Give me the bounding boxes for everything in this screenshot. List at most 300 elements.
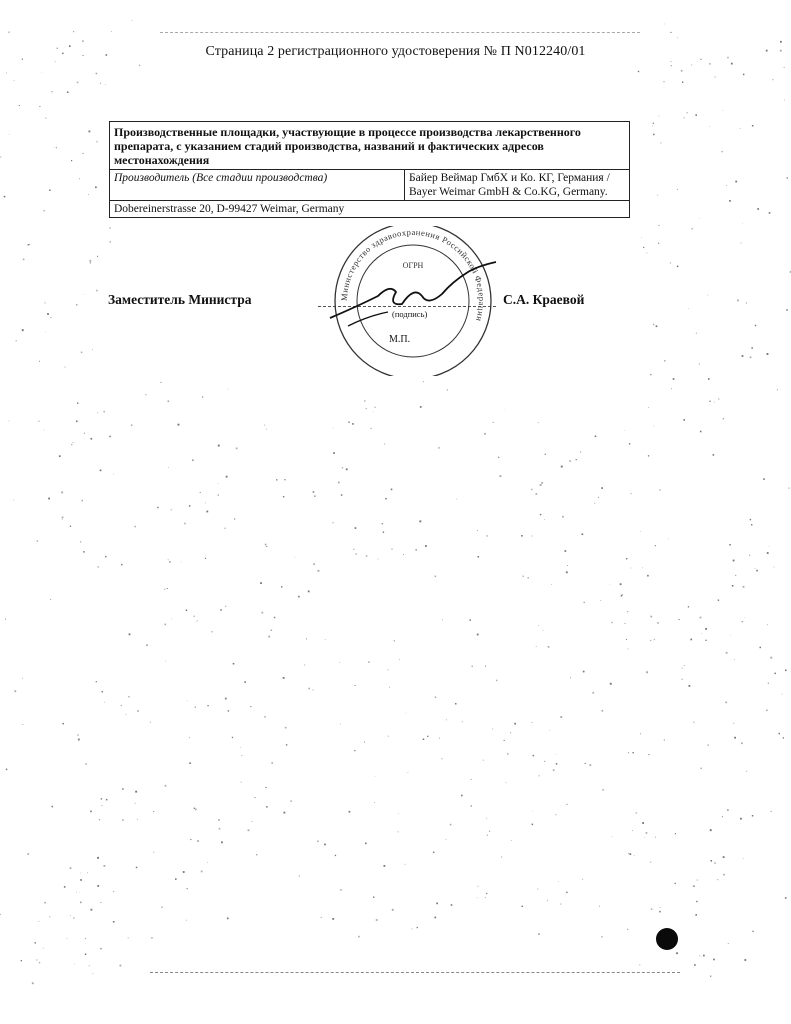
scan-speck xyxy=(752,931,753,932)
scan-speck xyxy=(751,347,753,349)
scan-speck xyxy=(355,685,356,686)
scan-speck xyxy=(657,195,658,196)
scan-speck xyxy=(80,902,82,904)
scan-speck xyxy=(6,73,7,74)
scan-speck xyxy=(70,526,71,527)
scan-speck xyxy=(631,493,632,494)
scan-speck xyxy=(630,568,631,569)
scan-speck xyxy=(137,819,138,820)
scan-speck xyxy=(76,421,78,423)
scan-speck xyxy=(567,565,568,566)
scan-speck xyxy=(603,789,604,790)
scan-speck xyxy=(19,105,20,106)
scan-speck xyxy=(499,475,501,477)
scan-speck xyxy=(658,225,659,226)
scan-speck xyxy=(633,752,634,753)
scan-speck xyxy=(101,798,102,799)
scan-speck xyxy=(626,639,627,640)
scan-speck xyxy=(601,487,603,489)
scan-speck xyxy=(89,131,91,133)
scan-speck xyxy=(658,243,659,244)
scan-speck xyxy=(28,244,29,245)
scan-speck xyxy=(105,84,106,85)
scan-speck xyxy=(304,665,305,666)
scan-speck xyxy=(408,772,409,773)
scan-speck xyxy=(757,208,759,210)
scan-speck xyxy=(741,243,742,244)
scan-speck xyxy=(35,942,36,943)
scan-speck xyxy=(710,829,712,831)
scan-speck xyxy=(48,498,50,500)
scan-speck xyxy=(145,394,146,395)
scan-speck xyxy=(634,855,635,856)
scan-speck xyxy=(533,811,534,812)
scan-speck xyxy=(71,160,72,161)
scan-speck xyxy=(70,867,72,869)
scan-speck xyxy=(375,407,376,408)
scan-speck xyxy=(700,617,702,619)
scan-speck xyxy=(553,769,555,771)
scan-speck xyxy=(339,662,340,663)
scan-speck xyxy=(264,425,265,426)
scan-speck xyxy=(548,646,550,648)
scan-speck xyxy=(650,374,651,375)
scan-speck xyxy=(22,678,23,679)
scan-speck xyxy=(165,785,167,787)
scan-speck xyxy=(276,479,277,480)
scan-speck xyxy=(168,559,169,560)
scan-speck xyxy=(62,723,64,725)
scan-speck xyxy=(44,902,46,904)
scan-speck xyxy=(5,619,6,620)
scan-speck xyxy=(164,589,165,590)
scan-speck xyxy=(693,885,695,887)
scan-speck xyxy=(333,428,334,429)
scan-speck xyxy=(446,839,447,840)
table-title: Производственные площадки, участвующие в процессе производства лекарственного препарата, с указанием стадий производства, названий и фактических адресов местонахождения xyxy=(110,122,630,170)
scan-speck xyxy=(132,20,133,21)
scan-speck xyxy=(73,31,74,32)
scan-speck xyxy=(106,799,108,801)
scan-speck xyxy=(65,367,66,368)
scan-speck xyxy=(399,659,400,660)
scan-speck xyxy=(153,811,154,812)
scan-speck xyxy=(80,892,81,893)
scan-speck xyxy=(523,576,524,577)
scan-speck xyxy=(752,125,754,127)
scan-speck xyxy=(600,600,601,601)
scan-speck xyxy=(723,110,724,111)
scan-speck xyxy=(709,126,710,127)
scan-speck xyxy=(561,466,563,468)
scan-speck xyxy=(647,575,649,577)
scan-speck xyxy=(79,178,80,179)
scan-speck xyxy=(648,407,649,408)
scan-speck xyxy=(200,492,201,493)
scan-speck xyxy=(44,210,45,211)
scan-speck xyxy=(729,544,731,546)
scan-speck xyxy=(248,829,250,831)
scan-speck xyxy=(97,256,98,257)
scan-speck xyxy=(659,911,661,913)
scan-speck xyxy=(682,82,683,83)
scan-speck xyxy=(642,568,643,569)
scan-speck xyxy=(441,758,442,759)
scan-speck xyxy=(485,666,486,667)
scan-speck xyxy=(388,669,389,670)
scan-speck xyxy=(255,797,256,798)
scan-speck xyxy=(755,568,756,569)
scan-speck xyxy=(374,802,375,803)
scan-speck xyxy=(787,177,788,178)
scan-speck xyxy=(324,844,326,846)
scan-speck xyxy=(472,666,473,667)
scan-speck xyxy=(86,763,87,764)
scan-speck xyxy=(621,595,623,597)
scan-speck xyxy=(456,499,457,500)
scan-speck xyxy=(558,881,559,882)
scan-speck xyxy=(675,883,676,884)
scan-speck xyxy=(341,494,342,495)
scan-speck xyxy=(779,733,781,735)
scan-speck xyxy=(16,340,17,341)
scan-speck xyxy=(423,739,425,741)
scan-speck xyxy=(677,266,679,268)
scan-speck xyxy=(175,878,177,880)
scan-speck xyxy=(242,755,243,756)
scan-speck xyxy=(356,553,357,554)
scan-speck xyxy=(771,811,772,812)
scan-speck xyxy=(653,134,655,136)
scan-speck xyxy=(13,500,14,501)
scan-speck xyxy=(733,560,735,562)
scan-speck xyxy=(281,586,282,587)
scan-speck xyxy=(599,906,600,907)
scan-speck xyxy=(67,938,68,939)
scan-speck xyxy=(501,857,502,858)
scan-speck xyxy=(684,117,685,118)
scan-speck xyxy=(388,736,389,737)
scan-speck xyxy=(670,32,671,33)
scan-speck xyxy=(734,737,736,739)
scan-speck xyxy=(493,422,494,423)
scan-speck xyxy=(103,411,105,413)
scan-speck xyxy=(161,907,162,908)
scan-speck xyxy=(679,619,680,620)
scan-speck xyxy=(364,400,365,401)
scan-speck xyxy=(700,431,702,433)
scan-speck xyxy=(545,454,546,455)
scan-speck xyxy=(32,982,34,984)
scan-speck xyxy=(244,681,246,683)
scan-speck xyxy=(178,424,180,426)
scan-speck xyxy=(664,360,666,362)
scan-speck xyxy=(9,134,10,135)
scan-speck xyxy=(84,433,85,434)
scan-speck xyxy=(271,630,273,632)
scan-speck xyxy=(240,747,241,748)
scan-speck xyxy=(151,937,153,939)
scan-speck xyxy=(392,909,394,911)
scan-speck xyxy=(668,539,669,540)
scan-speck xyxy=(536,646,537,647)
scan-speck xyxy=(95,186,97,188)
scan-speck xyxy=(528,577,529,578)
scan-speck xyxy=(113,891,114,892)
scan-speck xyxy=(576,459,577,460)
scan-speck xyxy=(692,228,693,229)
scan-speck xyxy=(85,938,86,939)
scan-speck xyxy=(653,324,654,325)
scan-speck xyxy=(89,260,91,262)
scan-speck xyxy=(506,782,507,783)
scan-speck xyxy=(56,147,57,148)
scan-speck xyxy=(737,300,739,302)
scan-speck xyxy=(717,879,718,880)
scan-speck xyxy=(64,886,66,888)
scan-speck xyxy=(187,888,188,889)
scan-speck xyxy=(462,721,463,722)
scan-speck xyxy=(218,495,219,496)
scan-speck xyxy=(531,489,532,490)
scan-speck xyxy=(355,527,357,529)
scan-speck xyxy=(109,436,111,438)
scan-speck xyxy=(671,61,672,62)
scan-speck xyxy=(308,591,310,593)
scan-speck xyxy=(755,325,756,326)
scan-speck xyxy=(671,388,672,389)
scan-speck xyxy=(695,114,697,116)
punch-hole-mark xyxy=(656,928,678,950)
table-row xyxy=(110,170,630,201)
scan-speck xyxy=(477,886,478,887)
scan-speck xyxy=(394,640,395,641)
scan-speck xyxy=(373,897,374,898)
scan-speck xyxy=(128,696,129,697)
scan-speck xyxy=(652,126,653,127)
scan-speck xyxy=(447,389,448,390)
scan-speck xyxy=(711,860,713,862)
scan-speck xyxy=(533,755,535,757)
scan-speck xyxy=(375,776,376,777)
scan-speck xyxy=(61,491,63,493)
scan-speck xyxy=(650,616,652,618)
scan-speck xyxy=(49,916,50,917)
scan-speck xyxy=(435,576,437,578)
scan-speck xyxy=(682,668,683,669)
scan-speck xyxy=(419,520,421,522)
scan-speck xyxy=(522,906,523,907)
scan-speck xyxy=(135,803,136,804)
scan-speck xyxy=(313,491,315,493)
scan-speck xyxy=(785,670,787,672)
scan-speck xyxy=(221,841,223,843)
scan-speck xyxy=(785,897,787,899)
scan-speck xyxy=(740,128,741,129)
scan-speck xyxy=(742,223,743,224)
scan-speck xyxy=(241,782,242,783)
scan-speck xyxy=(735,575,736,576)
scan-speck xyxy=(46,332,47,333)
scan-speck xyxy=(22,724,23,725)
scan-speck xyxy=(743,858,744,859)
scan-speck xyxy=(335,855,336,856)
scan-speck xyxy=(485,897,486,898)
scan-speck xyxy=(285,727,287,729)
scan-speck xyxy=(676,952,678,954)
scan-speck xyxy=(656,325,658,327)
scan-speck xyxy=(389,687,390,688)
scan-speck xyxy=(714,862,716,864)
scan-speck xyxy=(699,955,700,956)
scan-speck xyxy=(122,819,124,821)
scan-speck xyxy=(39,921,40,922)
scan-speck xyxy=(664,24,665,25)
scan-speck xyxy=(708,378,710,380)
scan-speck xyxy=(484,433,486,435)
scan-speck xyxy=(536,493,538,495)
scan-speck xyxy=(54,147,55,148)
signatory-position: Заместитель Министра xyxy=(108,292,252,307)
scan-speck xyxy=(743,586,745,588)
scan-speck xyxy=(560,904,561,905)
scan-speck xyxy=(681,70,683,72)
scan-speck xyxy=(225,528,226,529)
scan-speck xyxy=(171,509,172,510)
scan-speck xyxy=(705,640,706,641)
scan-speck xyxy=(21,960,22,961)
scan-speck xyxy=(486,893,487,894)
scan-speck xyxy=(168,400,170,402)
scan-speck xyxy=(8,32,9,33)
scan-speck xyxy=(70,915,71,916)
table-row xyxy=(110,201,630,218)
scan-speck xyxy=(14,80,15,81)
scan-speck xyxy=(549,730,550,731)
scan-speck xyxy=(624,430,625,431)
scan-speck xyxy=(731,63,733,65)
scan-speck xyxy=(659,489,660,490)
scan-speck xyxy=(6,769,8,771)
scan-speck xyxy=(100,83,101,84)
scan-speck xyxy=(105,556,106,557)
scan-speck xyxy=(562,516,564,518)
scan-speck xyxy=(205,558,206,559)
scan-speck xyxy=(628,853,629,854)
scan-speck xyxy=(97,141,98,142)
scan-speck xyxy=(714,402,715,403)
scan-speck xyxy=(146,644,148,646)
scan-speck xyxy=(80,541,81,542)
scan-speck xyxy=(602,710,604,712)
scan-speck xyxy=(97,857,99,859)
stamp-ring-text: Министерство здравоохранения Российской Федерации xyxy=(338,226,488,323)
scan-speck xyxy=(358,936,360,938)
scan-speck xyxy=(610,683,612,685)
scan-speck xyxy=(728,943,729,944)
scan-speck xyxy=(111,31,112,32)
scan-speck xyxy=(291,801,292,802)
scan-speck xyxy=(113,921,115,923)
scan-speck xyxy=(266,429,267,430)
scan-speck xyxy=(39,962,40,963)
scan-speck xyxy=(492,729,493,730)
scan-speck xyxy=(544,519,545,520)
scan-speck xyxy=(745,617,746,618)
scan-speck xyxy=(682,679,683,680)
scan-speck xyxy=(364,742,365,743)
scan-speck xyxy=(225,698,227,700)
scan-speck xyxy=(774,567,775,568)
scan-speck xyxy=(194,616,195,617)
scan-speck xyxy=(784,67,785,68)
scan-speck xyxy=(96,290,98,292)
scan-speck xyxy=(570,677,571,678)
scan-speck xyxy=(121,564,122,565)
scan-speck xyxy=(59,455,61,457)
scan-speck xyxy=(265,544,267,546)
scan-speck xyxy=(218,483,219,484)
scan-speck xyxy=(537,889,538,890)
scan-speck xyxy=(514,723,516,725)
scan-speck xyxy=(211,631,212,632)
scan-speck xyxy=(52,806,54,808)
scan-speck xyxy=(439,738,440,739)
scan-speck xyxy=(73,442,74,443)
scan-speck xyxy=(547,900,548,901)
scan-speck xyxy=(540,514,541,515)
scan-speck xyxy=(701,633,702,634)
scan-speck xyxy=(733,723,734,724)
scan-speck xyxy=(398,813,399,814)
scan-speck xyxy=(77,403,78,404)
scan-speck xyxy=(192,460,193,461)
scan-speck xyxy=(4,196,6,198)
scan-speck xyxy=(169,561,171,563)
scan-speck xyxy=(786,309,788,311)
scan-speck xyxy=(705,628,707,630)
scan-speck xyxy=(627,929,628,930)
scan-speck xyxy=(560,716,562,718)
scan-speck xyxy=(450,824,452,826)
scan-speck xyxy=(769,546,770,547)
scan-speck xyxy=(136,867,138,869)
scan-speck xyxy=(598,497,599,498)
scan-speck xyxy=(763,478,765,480)
scan-speck xyxy=(677,189,678,190)
scan-speck xyxy=(636,812,637,813)
scan-speck xyxy=(770,657,772,659)
scan-speck xyxy=(206,511,208,513)
scan-speck xyxy=(580,452,581,453)
scan-speck xyxy=(365,843,367,845)
scan-speck xyxy=(268,636,270,638)
scan-speck xyxy=(102,691,103,692)
scan-speck xyxy=(97,412,98,413)
scan-speck xyxy=(80,873,81,874)
scan-speck xyxy=(55,61,56,62)
scan-speck xyxy=(406,713,407,714)
scan-speck xyxy=(469,619,471,621)
scan-speck xyxy=(655,837,656,838)
scan-speck xyxy=(62,518,63,519)
scan-speck xyxy=(660,142,661,143)
scan-speck xyxy=(100,902,101,903)
scan-speck xyxy=(340,889,341,890)
scan-speck xyxy=(585,763,586,764)
scan-speck xyxy=(81,352,83,354)
scan-speck xyxy=(266,546,267,547)
